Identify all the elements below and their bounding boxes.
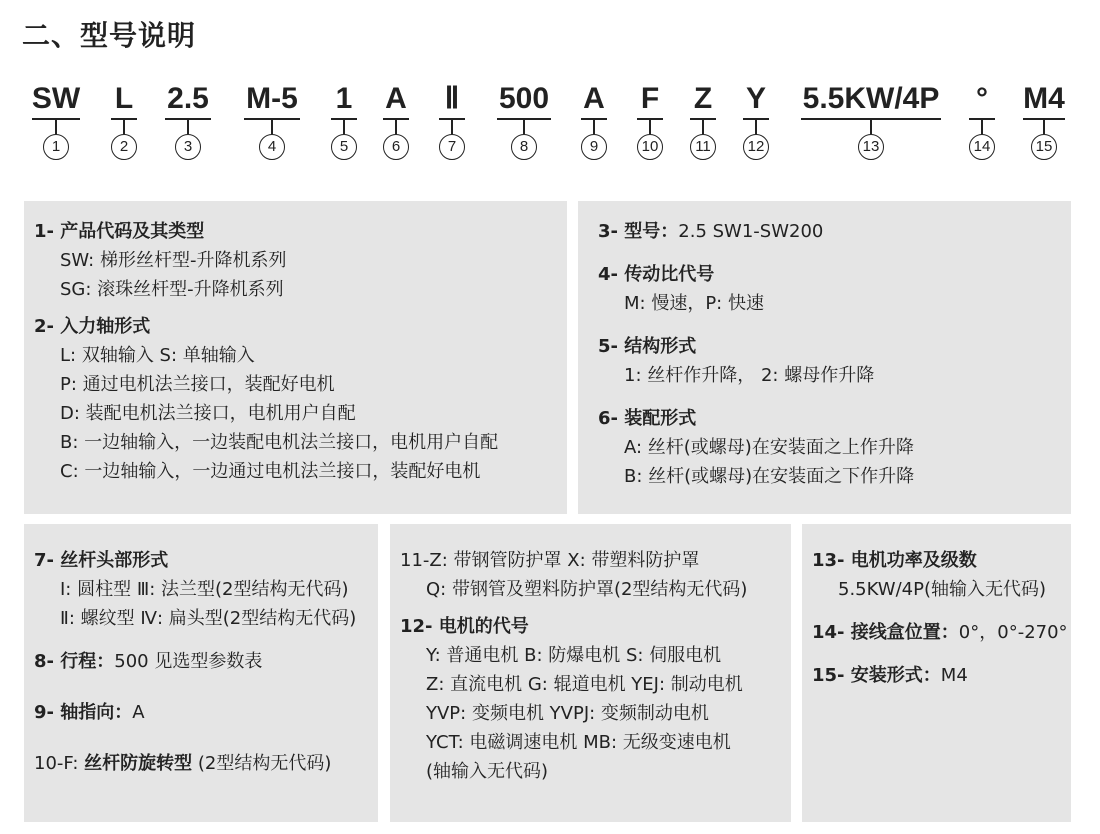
- info-box-product-input: [24, 201, 567, 514]
- code-item-9: [576, 82, 612, 160]
- code-text: 2.5: [167, 82, 209, 115]
- code-item-5: [326, 82, 362, 160]
- code-item-8: [492, 82, 556, 160]
- code-item-12: [738, 82, 774, 160]
- code-text: °: [976, 82, 988, 115]
- section-5-heading: 5- 结构形式: [598, 336, 697, 357]
- section-10-heading: 丝杆防旋转型: [84, 753, 193, 774]
- code-number-circle: 8: [511, 134, 537, 160]
- section-12-line: Z: 直流电机 G: 辊道电机 YEJ: 制动电机: [426, 674, 743, 695]
- code-item-10: [632, 82, 668, 160]
- code-text: Y: [745, 82, 766, 115]
- section-14-heading: 14- 接线盒位置：: [812, 622, 959, 643]
- code-number-circle: 10: [637, 134, 663, 160]
- section-10-prefix: 10-F:: [34, 753, 85, 774]
- section-6-heading: 6- 装配形式: [598, 408, 697, 429]
- section-4-heading: 4- 传动比代号: [598, 264, 715, 285]
- section-12-line: (轴输入无代码): [426, 761, 549, 782]
- code-text: Z: [693, 82, 713, 115]
- section-2-line: C: 一边轴输入，一边通过电机法兰接口，装配好电机: [60, 461, 481, 482]
- code-number-circle: 6: [383, 134, 409, 160]
- code-item-14: [964, 82, 1000, 160]
- section-9-heading: 9- 轴指向：: [34, 702, 133, 723]
- section-1-line: SW: 梯形丝杆型-升降机系列: [60, 250, 287, 271]
- section-2-heading: 2- 入力轴形式: [34, 316, 151, 337]
- code-number-circle: 15: [1031, 134, 1057, 160]
- code-tick: [343, 120, 345, 134]
- code-tick: [55, 120, 57, 134]
- code-tick: [451, 120, 453, 134]
- section-10-row: [34, 749, 378, 778]
- code-item-1: [28, 82, 84, 160]
- code-item-11: [685, 82, 721, 160]
- section-3-heading: 3- 型号：: [598, 221, 679, 242]
- section-6-line: B: 丝杆(或螺母)在安装面之下作升降: [624, 466, 915, 487]
- code-tick: [870, 120, 872, 134]
- code-tick: [395, 120, 397, 134]
- code-item-15: [1018, 82, 1070, 160]
- code-tick: [649, 120, 651, 134]
- code-tick: [187, 120, 189, 134]
- code-text: L: [114, 82, 134, 115]
- section-13-line: 5.5KW/4P(轴输入无代码): [838, 579, 1047, 600]
- code-tick: [1043, 120, 1045, 134]
- info-box-model-structure: [578, 201, 1071, 514]
- code-item-13: [796, 82, 946, 160]
- section-4-line: M: 慢速，P: 快速: [624, 293, 764, 314]
- code-text: 500: [498, 82, 550, 115]
- code-text: F: [640, 82, 660, 115]
- code-tick: [593, 120, 595, 134]
- code-item-7: [434, 82, 470, 160]
- section-8-row: [34, 647, 378, 676]
- section-2-line: D: 装配电机法兰接口，电机用户自配: [60, 403, 356, 424]
- code-text: SW: [31, 82, 81, 115]
- section-10-value: (2型结构无代码): [192, 753, 332, 774]
- code-number-circle: 14: [969, 134, 995, 160]
- section-8-value: 500 见选型参数表: [114, 651, 263, 672]
- section-9-value: A: [132, 702, 145, 723]
- code-tick: [755, 120, 757, 134]
- code-tick: [981, 120, 983, 134]
- code-text: 1: [335, 82, 353, 115]
- section-14-value: 0°，0°-270°: [958, 622, 1068, 643]
- code-number-circle: 9: [581, 134, 607, 160]
- code-number-circle: 1: [43, 134, 69, 160]
- code-text: A: [385, 82, 407, 115]
- model-code-diagram: [0, 82, 1100, 182]
- section-15-row: [812, 661, 1071, 690]
- code-tick: [123, 120, 125, 134]
- code-text: 5.5KW/4P: [802, 82, 940, 115]
- code-number-circle: 2: [111, 134, 137, 160]
- section-7-line: Ⅱ: 螺纹型 Ⅳ: 扁头型(2型结构无代码): [60, 608, 357, 629]
- section-15-value: M4: [940, 665, 968, 686]
- section-12-line: YVP: 变频电机 YVPJ: 变频制动电机: [426, 703, 709, 724]
- section-2-line: P: 通过电机法兰接口，装配好电机: [60, 374, 335, 395]
- code-number-circle: 4: [259, 134, 285, 160]
- info-box-cover-motor: [390, 524, 791, 822]
- section-6-line: A: 丝杆(或螺母)在安装面之上作升降: [624, 437, 914, 458]
- section-9-row: [34, 698, 378, 727]
- code-tick: [702, 120, 704, 134]
- code-number-circle: 3: [175, 134, 201, 160]
- section-14-row: [812, 618, 1071, 647]
- code-number-circle: 5: [331, 134, 357, 160]
- section-12-line: YCT: 电磁调速电机 MB: 无级变速电机: [426, 732, 731, 753]
- section-2-line: B: 一边轴输入，一边装配电机法兰接口，电机用户自配: [60, 432, 499, 453]
- section-13-heading: 13- 电机功率及级数: [812, 550, 977, 571]
- code-item-2: [106, 82, 142, 160]
- section-2-line: L: 双轴输入 S: 单轴输入: [60, 345, 255, 366]
- code-text: M4: [1023, 82, 1065, 115]
- code-text: M-5: [246, 82, 298, 115]
- code-number-circle: 7: [439, 134, 465, 160]
- section-12-line: Y: 普通电机 B: 防爆电机 S: 伺服电机: [426, 645, 722, 666]
- section-15-heading: 15- 安装形式：: [812, 665, 941, 686]
- section-12-heading: 12- 电机的代号: [400, 616, 529, 637]
- code-text: Ⅱ: [444, 82, 460, 115]
- section-8-heading: 8- 行程：: [34, 651, 115, 672]
- code-number-circle: 12: [743, 134, 769, 160]
- section-11-line: 11-Z: 带钢管防护罩 X: 带塑料防护罩: [400, 550, 700, 571]
- section-3-row: [598, 217, 1071, 246]
- section-3-value: 2.5 SW1-SW200: [678, 221, 824, 242]
- code-number-circle: 11: [690, 134, 716, 160]
- code-item-6: [378, 82, 414, 160]
- code-tick: [271, 120, 273, 134]
- code-item-3: [160, 82, 216, 160]
- section-7-line: Ⅰ: 圆柱型 Ⅲ: 法兰型(2型结构无代码): [60, 579, 349, 600]
- code-tick: [523, 120, 525, 134]
- section-1-line: SG: 滚珠丝杆型-升降机系列: [60, 279, 284, 300]
- info-box-power-mounting: [802, 524, 1071, 822]
- info-box-screw-stroke: [24, 524, 378, 822]
- code-text: A: [583, 82, 605, 115]
- section-5-line: 1: 丝杆作升降， 2: 螺母作升降: [624, 365, 875, 386]
- code-number-circle: 13: [858, 134, 884, 160]
- section-11-line: Q: 带钢管及塑料防护罩(2型结构无代码): [426, 579, 748, 600]
- section-1-heading: 1- 产品代码及其类型: [34, 221, 205, 242]
- code-item-4: [238, 82, 306, 160]
- section-title: 二、型号说明: [22, 19, 197, 52]
- section-7-heading: 7- 丝杆头部形式: [34, 550, 169, 571]
